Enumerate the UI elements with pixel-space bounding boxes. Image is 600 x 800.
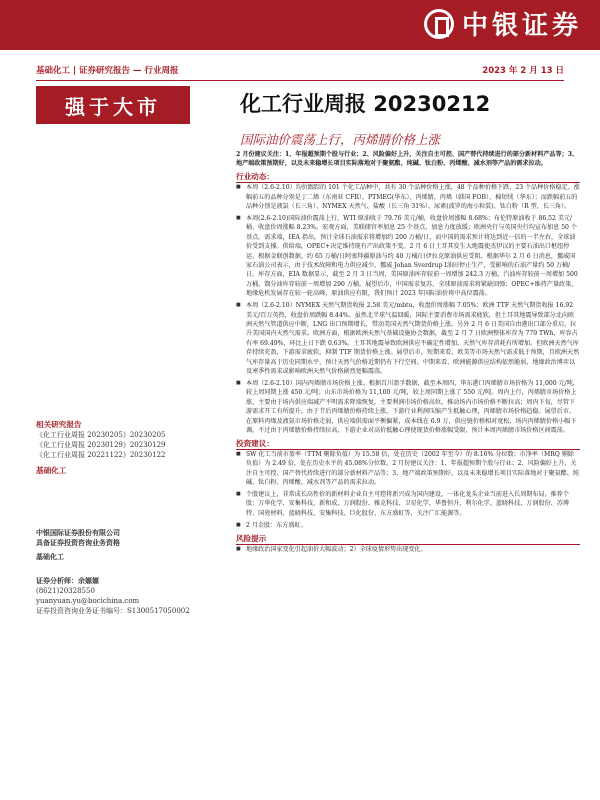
focus-summary: 2 月份建议关注：1、年报超预期个股与行业；2、风险偏好上升，关注自主可控、国产替代持续进行的部分新材料产品等；3、地产端政策预期好，以及未来稳增长项目实际落地对于聚氨酯、纯碱、钛白粉、丙烯酸、减水剂等产品的需求拉动。 [236,151,579,168]
report-category: 基础化工 | 证券研究报告 — 行业周报 [36,66,179,76]
advice-item: ■ 个股建议上，非常成长高性价的新材料企业自主可控将新兴成为国内建设，一体化龙头企业当前进入长周期布局。推荐个股：万华化学、安集科技、新和成、万润股份、雅克科技、卫星化学、华鲁恒升、利尔化学、蓝晓科技、万润股份、苏博特、国瓷材料、蓝晓科技、安集科技、巨化股份、东方盛虹等，关注广汇能源等。 [236,490,580,518]
logo-mark-icon [424,9,454,39]
company-sector: 基础化工 [36,552,64,561]
trend-item: ■ 本周（2.6-2.10）均价跟踪的 101 个化工品种中，共有 30 个品种价格上涨，48 个品种价格下跌，23 个品种价格稳定。涨幅前五的品种分别是丁二烯（东南亚 CFR）、PTMEG(华东）、丙烯腈、丙烯（韩国 FOB）、棉短绒（华东）；而跌幅前五的品种分别是液氯（长三角）、NYMEX 天然气、盐酸（长三角 31%）、尿素(波罗的海小粒装)、钛白粉（R 型，长三角）。 [236,183,580,211]
analyst-title: 证券分析师：余嫄嫄 [36,576,99,585]
report-title: 化工行业周报 20230212 [240,92,491,116]
logo [424,5,582,42]
analyst-cert: 证券投资咨询业务证书编号：S1300517050002 [36,607,190,615]
logo-text: 中银证券 [461,11,582,41]
related-item[interactable]: 《化工行业周报 20221122》20230122 [36,451,166,459]
section-heading-trend: 行业动态： [236,171,580,183]
analyst-email[interactable]: yuanyuan.yu@bocichina.com [36,597,140,605]
related-heading: 相关研究报告 [36,420,82,429]
advice-item: ■ SW 化工当前市盈率（TTM 剔除负值）为 15.58 倍，处在历史（2002 年至今）的 8.16% 分位数；市净率（MRQ 剔除负值）为 2.49 倍，处在历史水平的 45.08%分位数。2 月份建议关注：1、年报超预期个股与行业；2、风险偏好上升，关注自主可控、国产替代持续进行的部分新材料产品等；3、地产端政策预期好，以及未来稳增长项目实际落地对于聚氨酯、纯碱、钛白粉、丙烯酸、减水剂等产品的需求拉动。 [236,450,580,488]
risk-item: ■ 地缘政治国家变化引起油价大幅波动；2）全球疫情形势出现变化。 [236,545,580,554]
topline-divider [36,80,564,81]
rating-badge: 强于大市 [36,86,190,124]
company-info [36,528,222,562]
related-item[interactable]: 《化工行业周报 20230205》20230205 [36,431,166,439]
company-name: 中银国际证券股份有限公司 [36,528,120,537]
related-item[interactable]: 《化工行业周报 20230129》20230129 [36,441,166,449]
report-date: 2023 年 2 月 13 日 [482,66,564,76]
related-reports [36,420,222,476]
main-content [236,150,580,557]
topline [36,64,564,80]
trend-item: ■ 本周（2.6-2.10）国内丙烯腈市场价格上涨。根据百川盈孚数据，截至本周四，华东港口丙烯腈市场价格为 11,000 元/吨，较上周同期上涨 450 元/吨；山东市场价格为 11,100 元/吨，较上周同期上涨了 550 元/吨。周内上行，丙烯腈市场价格上涨，主要由于场内供应端减产不明需求降端恢复，主要利润市场价格高位，推动场内市场价格不断拉高；周内下旬，尽管下游需求开工有所提升，由于节后丙烯腈价格持续上涨，下游行业利润压缩产生抵触心理，丙烯腈市场价格趋稳。展望后市，在原料丙烯及液氨市场价格走弱，供应端供需面平衡偏紧，成本线在 6.9 万，供应链价格相对宽松，场内丙烯腈价格小幅下调。不过由于丙烯腈价格持续拉高，下游企业对高价抵触心理使现货价格涨幅受限，预计本周丙烯腈市场价格区间震荡。 [236,379,580,435]
advice-item: ■ 2 月金股：东方盛虹。 [236,521,580,530]
report-subtitle: 国际油价震荡上行，丙烯腈价格上涨 [240,132,441,147]
section-heading-risk: 风险提示 [236,533,580,545]
trend-item: ■ 本周(2.6-2.10)国际油价震荡上行，WTI 原油收于 79.76 美元/桶，收盘价周涨幅 8.68%；布伦特原油收于 86.52 美元/桶，收盘价周涨幅 8.23%。宏观方面，美联储官率加息 25 个基点，加息力度放缓；欧洲央行与英国央行均宣布加息 50 个基点。需求端，IEA 指出，预计全球石油需求将增加约 200 万桶/日，而中国的需求预计将达到近一倍的一半左右，全球油价受到支撑。供给端，OPEC+决定维持现有产出政策不变。2 月 6 日土耳其发生大地震使杰伊汉的主要石油出口枢纽停运，根据金联创数据，约 65 万桶/日阿塞拜疆原油与约 40 万桶/日伊拉克原油供应受阻。根据华尔 2 月 6 日消息，挪威国家石油公司表示，由于技术故障和电力供应减少，挪威 Johan Sverdrup Ⅰ油田停止生产，受影响的石油产量约 50 万桶/日。库存方面，EIA 数据显示，截至 2 月 3 日当周，美国原油库存较前一周增加 242.3 万桶，汽油库存较前一周增加 500 万桶，馏分油库存较前一周增加 290 万桶。展望后市，中国需求复苏，全球原油需求将紧缺回弹；OPEC+维持产量政策，地缘危机发展存在较一轮高峰，原油供应有限，我们预计 2023 年国际油价将中高位震荡。 [236,214,580,299]
company-qualification: 具备证券投资咨询业务资格 [36,538,120,547]
section-heading-advice: 投资建议： [236,438,580,450]
analyst-info [36,576,222,616]
trend-item: ■ 本周（2.6-2.10）NYMEX 天然气期货收报 2.58 美元/mbtu，收盘价周涨幅 7.05%；欧洲 TTF 天然气期货收报 16.92 美元/百万英热，收盘价周跌幅 8.44%。虽然北半球气温回暖，国际主要消费市场需求疲软，但土耳其地震导致部分北向欧洲天然气管道供应中断，LNG 出口预期增长，带动美国天然气期货价格上涨。另外 2 月 6 日美国自由港出口部分重启，拉升美国国内天然气需求。欧洲方面，根据欧洲天然气基础设施协会数据，截至 2 月 7 日欧洲整体库存为 779 TWh，库容占有率 69.49%，环比上日下跌 0.63%。土耳其地震导致欧洲供应不确定性增加，天然气库存消耗有所增加。但欧洲天然气库存持续充盈，下游需求疲软，抑制 TTF 期货价格上涨。展望后市，短期来看，欧美等市场天然气需求低于预期，且欧洲天然气库存量高于历史同期水平，预计天然气价格近期仍有下行空间。中期来看，欧洲能源供应结构依然脆弱，地缘政治博弈以及寒季性需求或影响欧洲天然气价格剧烈宽幅震荡。 [236,301,580,376]
sector-label: 基础化工 [36,466,67,475]
analyst-phone: (8621)20328550 [36,587,95,595]
